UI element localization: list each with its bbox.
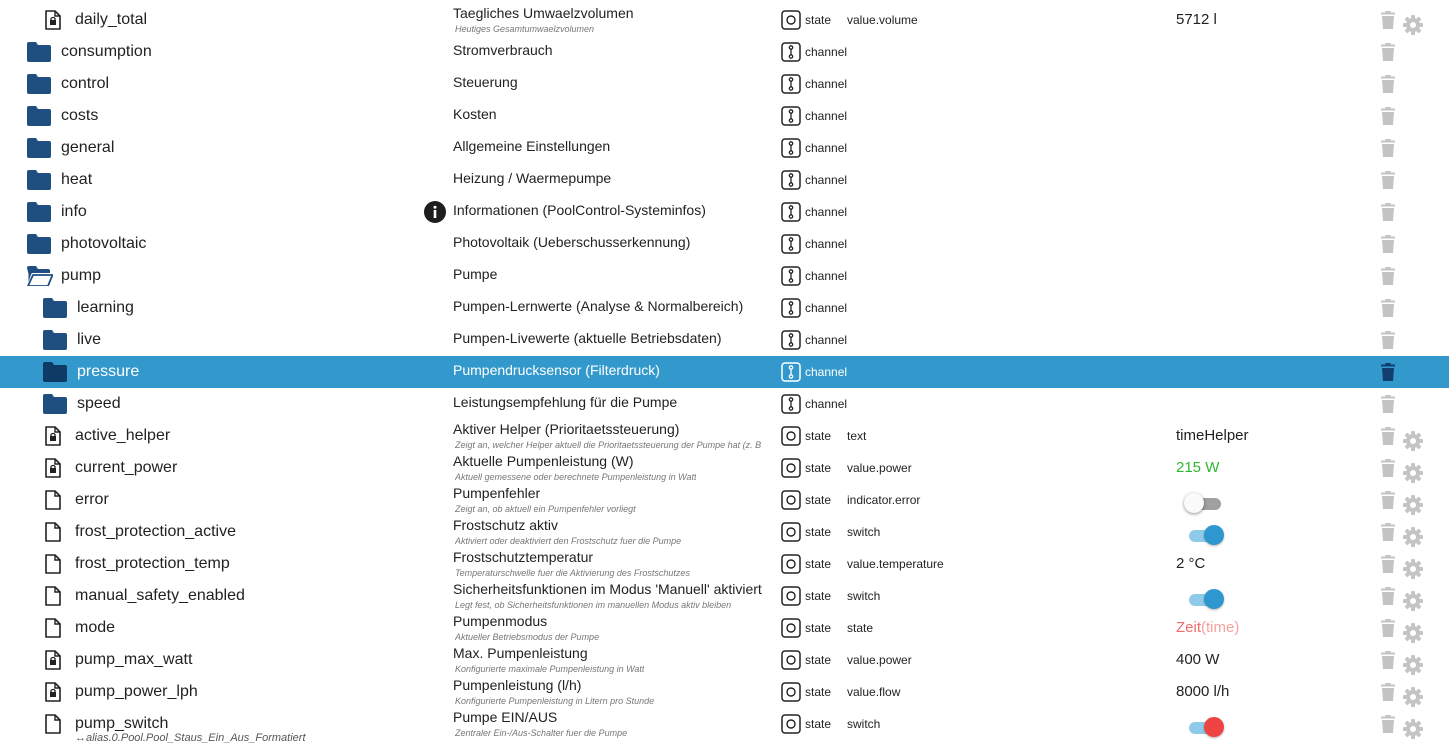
object-role: state (847, 621, 874, 635)
alias-link[interactable]: ↔alias.0.Pool.Pool_Staus_Ein_Aus_Formatiert (75, 732, 306, 744)
gear-icon[interactable] (1403, 463, 1423, 483)
object-type: channel (805, 45, 848, 59)
object-value[interactable] (1176, 555, 1205, 572)
trash-icon[interactable] (1381, 427, 1395, 445)
tree-row-frost-protection-temp[interactable] (0, 548, 1449, 580)
trash-icon[interactable] (1381, 75, 1395, 93)
object-description: Aktuell gemessene oder berechnete Pumpenleistung in Watt (455, 472, 697, 482)
gear-icon[interactable] (1403, 431, 1423, 451)
trash-icon[interactable] (1381, 459, 1395, 477)
folder-icon (27, 234, 51, 254)
folder-open-icon (27, 266, 53, 286)
object-title: Frostschutztemperatur (453, 549, 594, 565)
state-icon (781, 714, 801, 734)
file-lock-icon (45, 458, 61, 478)
channel-icon (781, 298, 801, 318)
object-id: speed (77, 395, 121, 412)
trash-icon[interactable] (1381, 715, 1395, 733)
tree-row-pump-power-lph[interactable] (0, 676, 1449, 708)
object-type: channel (805, 141, 848, 155)
switch-knob (1204, 717, 1224, 737)
channel-icon (781, 330, 801, 350)
object-title: Informationen (PoolControl-Systeminfos) (453, 202, 706, 218)
object-description: Konfigurierte maximale Pumpenleistung in Watt (455, 664, 645, 674)
tree-row-daily-total[interactable] (0, 4, 1449, 36)
object-title: Pumpenfehler (453, 485, 541, 501)
object-description: Aktueller Betriebsmodus der Pumpe (455, 632, 600, 642)
value-switch[interactable] (1186, 524, 1226, 546)
switch-knob (1204, 589, 1224, 609)
trash-icon[interactable] (1381, 619, 1395, 637)
tree-row-pump-max-watt[interactable] (0, 644, 1449, 676)
object-id: manual_safety_enabled (75, 587, 245, 604)
tree-row-live[interactable] (0, 324, 1449, 356)
object-id: error (75, 491, 109, 508)
object-role: switch (847, 717, 881, 731)
tree-row-consumption[interactable] (0, 36, 1449, 68)
object-id: heat (61, 171, 93, 188)
object-title: Leistungsempfehlung für die Pumpe (453, 394, 678, 410)
tree-row-active-helper[interactable] (0, 420, 1449, 452)
value-text: 8000 (1176, 683, 1210, 700)
value-unit: l (1213, 11, 1217, 28)
trash-icon[interactable] (1381, 139, 1395, 157)
object-id: daily_total (75, 11, 148, 28)
file-lock-icon (45, 650, 61, 670)
value-text: timeHelper (1176, 427, 1249, 444)
switch-knob (1204, 525, 1224, 545)
value-text: 215 W (1176, 459, 1220, 476)
channel-icon (781, 394, 801, 414)
value-text: Zeit (1176, 619, 1202, 636)
tree-row-costs[interactable] (0, 100, 1449, 132)
object-type: channel (805, 333, 848, 347)
object-description: Zeigt an, ob aktuell ein Pumpenfehler vorliegt (455, 504, 636, 514)
tree-row-heat[interactable] (0, 164, 1449, 196)
state-icon (781, 522, 801, 542)
state-icon (781, 682, 801, 702)
object-type: state (805, 525, 832, 539)
value-suffix: (time) (1201, 619, 1240, 636)
object-type: channel (805, 397, 848, 411)
object-type: state (805, 13, 832, 27)
trash-icon[interactable] (1381, 555, 1395, 573)
switch-knob (1184, 493, 1204, 513)
object-title: Frostschutz aktiv (453, 517, 559, 533)
object-id: pump_switch (75, 715, 169, 732)
object-id: pump_max_watt (75, 651, 193, 668)
object-role: value.power (847, 461, 912, 475)
folder-icon (27, 170, 51, 190)
object-id: pump_power_lph (75, 683, 198, 700)
state-icon (781, 618, 801, 638)
folder-icon (43, 330, 67, 350)
state-icon (781, 490, 801, 510)
object-type: state (805, 429, 832, 443)
trash-icon[interactable] (1381, 43, 1395, 61)
object-id: frost_protection_active (75, 523, 236, 540)
trash-icon[interactable] (1381, 331, 1395, 349)
tree-row-photovoltaic[interactable] (0, 228, 1449, 260)
value-text: 2 °C (1176, 555, 1206, 572)
object-value[interactable] (1176, 683, 1229, 700)
object-id: pump (61, 267, 102, 284)
object-description: Konfigurierte Pumpenleistung in Litern pro Stunde (455, 696, 655, 706)
trash-icon[interactable] (1381, 683, 1395, 701)
channel-icon (781, 106, 801, 126)
object-title: Pumpen-Lernwerte (Analyse & Normalbereich) (453, 298, 744, 314)
object-type: channel (805, 173, 848, 187)
file-icon (45, 554, 61, 574)
object-type: state (805, 653, 832, 667)
trash-icon[interactable] (1381, 171, 1395, 189)
folder-icon (27, 138, 51, 158)
tree-row-speed[interactable] (0, 388, 1449, 420)
channel-icon (781, 74, 801, 94)
object-title: Aktuelle Pumpenleistung (W) (453, 453, 634, 469)
object-title: Max. Pumpenleistung (453, 645, 588, 661)
value-text: 5712 (1176, 11, 1210, 28)
value-unit: l/h (1213, 683, 1230, 700)
file-icon (45, 586, 61, 606)
object-description: Heutiges Gesamtumwaelzvolumen (455, 24, 595, 34)
file-icon (45, 714, 61, 734)
object-type: channel (805, 205, 848, 219)
object-type: state (805, 685, 832, 699)
object-description: Legt fest, ob Sicherheitsfunktionen im manuellen Modus aktiv bleiben (455, 600, 732, 610)
state-icon (781, 554, 801, 574)
object-title: Pumpe (453, 266, 498, 282)
object-description: Aktiviert oder deaktiviert den Frostschutz fuer die Pumpe (455, 536, 682, 546)
object-id: active_helper (75, 427, 171, 444)
object-id: info (61, 203, 87, 220)
object-type: state (805, 557, 832, 571)
folder-icon (27, 202, 51, 222)
gear-icon[interactable] (1403, 559, 1423, 579)
state-icon (781, 458, 801, 478)
object-id: photovoltaic (61, 235, 147, 252)
tree-row-pressure[interactable] (0, 356, 1449, 388)
folder-icon (43, 362, 67, 382)
object-title: Stromverbrauch (453, 42, 553, 58)
file-icon (45, 618, 61, 638)
file-icon (45, 490, 61, 510)
state-icon (781, 10, 801, 30)
object-title: Photovoltaik (Ueberschusserkennung) (453, 234, 691, 250)
object-title: Heizung / Waermepumpe (453, 170, 612, 186)
object-description: Temperaturschwelle fuer die Aktivierung des Frostschutzes (455, 568, 690, 578)
tree-row-control[interactable] (0, 68, 1449, 100)
tree-row-current-power[interactable] (0, 452, 1449, 484)
value-switch[interactable] (1186, 716, 1226, 738)
value-switch[interactable] (1186, 588, 1226, 610)
tree-row-learning[interactable] (0, 292, 1449, 324)
object-description: Zeigt an, welcher Helper aktuell die Prioritaetssteuerung der Pumpe hat (z. B (455, 440, 762, 450)
gear-icon[interactable] (1403, 623, 1423, 643)
trash-icon[interactable] (1381, 395, 1395, 413)
trash-icon[interactable] (1381, 235, 1395, 253)
gear-icon[interactable] (1403, 15, 1423, 35)
object-type: channel (805, 109, 848, 123)
file-lock-icon (45, 10, 61, 30)
tree-row-frost-protection-active[interactable] (0, 516, 1449, 548)
object-role: switch (847, 525, 881, 539)
tree-row-info[interactable] (0, 196, 1449, 228)
channel-icon (781, 42, 801, 62)
object-value[interactable] (1176, 651, 1219, 668)
tree-row-manual-safety-enabled[interactable] (0, 580, 1449, 612)
file-lock-icon (45, 426, 61, 446)
object-title: Pumpenleistung (l/h) (453, 677, 582, 693)
folder-icon (43, 298, 67, 318)
folder-icon (27, 42, 51, 62)
channel-icon (781, 362, 801, 382)
object-role: indicator.error (847, 493, 921, 507)
object-description: Zentraler Ein-/Aus-Schalter fuer die Pumpe (455, 728, 628, 738)
trash-icon[interactable] (1381, 107, 1395, 125)
object-role: value.power (847, 653, 912, 667)
object-type: channel (805, 301, 848, 315)
trash-icon[interactable] (1381, 299, 1395, 317)
object-title: Pumpendrucksensor (Filterdruck) (453, 362, 660, 378)
object-value[interactable] (1176, 619, 1239, 636)
value-text: 400 W (1176, 651, 1220, 668)
trash-icon[interactable] (1381, 363, 1395, 381)
object-id: frost_protection_temp (75, 555, 230, 572)
object-id: control (61, 75, 110, 92)
object-title: Aktiver Helper (Prioritaetssteuerung) (453, 421, 680, 437)
object-value[interactable] (1176, 459, 1219, 476)
folder-icon (43, 394, 67, 414)
object-type: channel (805, 269, 848, 283)
trash-icon[interactable] (1381, 491, 1395, 509)
channel-icon (781, 266, 801, 286)
state-icon (781, 586, 801, 606)
gear-icon[interactable] (1403, 527, 1423, 547)
object-value[interactable] (1176, 427, 1249, 444)
object-type: channel (805, 365, 848, 379)
trash-icon[interactable] (1381, 523, 1395, 541)
folder-icon (27, 74, 51, 94)
object-value[interactable] (1176, 11, 1217, 28)
object-id: consumption (61, 43, 152, 60)
object-role: value.flow (847, 685, 901, 699)
object-title: Sicherheitsfunktionen im Modus 'Manuell' aktiviert (453, 581, 762, 597)
gear-icon[interactable] (1403, 591, 1423, 611)
object-title: Kosten (453, 106, 497, 122)
object-id: mode (75, 619, 116, 636)
object-id: current_power (75, 459, 178, 476)
object-title: Allgemeine Einstellungen (453, 138, 611, 154)
tree-row-error[interactable] (0, 484, 1449, 516)
object-title: Steuerung (453, 74, 518, 90)
gear-icon[interactable] (1403, 495, 1423, 515)
object-role: switch (847, 589, 881, 603)
trash-icon[interactable] (1381, 651, 1395, 669)
object-id: pressure (77, 363, 140, 380)
gear-icon[interactable] (1403, 719, 1423, 739)
object-id: costs (61, 107, 99, 124)
object-type: channel (805, 77, 848, 91)
state-icon (781, 650, 801, 670)
trash-icon[interactable] (1381, 587, 1395, 605)
object-id: live (77, 331, 102, 348)
file-icon (45, 522, 61, 542)
channel-icon (781, 202, 801, 222)
object-role: text (847, 429, 867, 443)
object-title: Taegliches Umwaelzvolumen (453, 5, 634, 21)
object-title: Pumpen-Livewerte (aktuelle Betriebsdaten) (453, 330, 722, 346)
object-title: Pumpe EIN/AUS (453, 709, 558, 725)
state-icon (781, 426, 801, 446)
object-type: state (805, 621, 832, 635)
object-type: channel (805, 237, 848, 251)
trash-icon[interactable] (1381, 267, 1395, 285)
tree-row-mode[interactable] (0, 612, 1449, 644)
object-type: state (805, 589, 832, 603)
file-lock-icon (45, 682, 61, 702)
tree-row-general[interactable] (0, 132, 1449, 164)
channel-icon (781, 138, 801, 158)
object-role: value.volume (847, 13, 918, 27)
channel-icon (781, 170, 801, 190)
trash-icon[interactable] (1381, 11, 1395, 29)
gear-icon[interactable] (1403, 655, 1423, 675)
folder-icon (27, 106, 51, 126)
object-type: state (805, 461, 832, 475)
channel-icon (781, 234, 801, 254)
object-id: learning (77, 299, 134, 316)
info-icon (424, 201, 446, 223)
object-role: value.temperature (847, 557, 944, 571)
object-type: state (805, 717, 832, 731)
tree-row-pump-switch[interactable] (0, 708, 1449, 744)
gear-icon[interactable] (1403, 687, 1423, 707)
trash-icon[interactable] (1381, 203, 1395, 221)
object-id: general (61, 139, 115, 156)
value-switch[interactable] (1186, 492, 1226, 514)
object-type: state (805, 493, 832, 507)
object-title: Pumpenmodus (453, 613, 548, 629)
tree-row-pump[interactable] (0, 260, 1449, 292)
